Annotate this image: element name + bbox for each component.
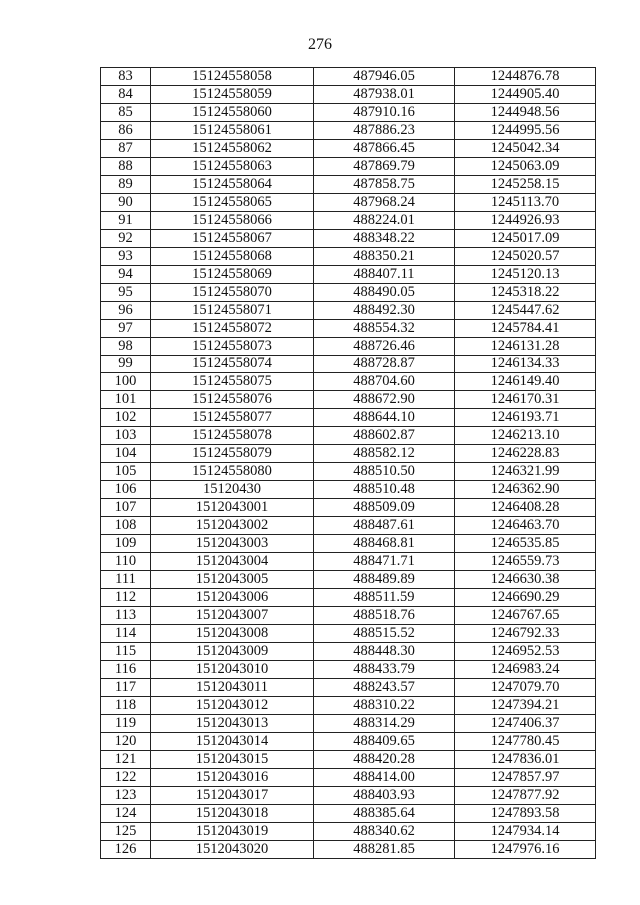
x-coordinate-cell: 488509.09 xyxy=(314,499,455,517)
point-id-cell: 15124558080 xyxy=(151,463,314,481)
y-coordinate-cell: 1246321.99 xyxy=(455,463,596,481)
x-coordinate-cell: 488728.87 xyxy=(314,355,455,373)
point-id-cell: 15124558064 xyxy=(151,175,314,193)
x-coordinate-cell: 488554.32 xyxy=(314,319,455,337)
row-index-cell: 107 xyxy=(101,499,151,517)
point-id-cell: 1512043006 xyxy=(151,589,314,607)
row-index-cell: 115 xyxy=(101,643,151,661)
table-row xyxy=(101,678,596,696)
x-coordinate-cell: 488350.21 xyxy=(314,247,455,265)
y-coordinate-cell: 1247394.21 xyxy=(455,696,596,714)
y-coordinate-cell: 1246193.71 xyxy=(455,409,596,427)
row-index-cell: 106 xyxy=(101,481,151,499)
x-coordinate-cell: 488407.11 xyxy=(314,265,455,283)
y-coordinate-cell: 1245020.57 xyxy=(455,247,596,265)
y-coordinate-cell: 1244905.40 xyxy=(455,85,596,103)
point-id-cell: 15124558079 xyxy=(151,445,314,463)
point-id-cell: 1512043005 xyxy=(151,571,314,589)
point-id-cell: 1512043009 xyxy=(151,643,314,661)
y-coordinate-cell: 1246362.90 xyxy=(455,481,596,499)
table-row xyxy=(101,319,596,337)
coordinate-table xyxy=(100,67,596,859)
table-row xyxy=(101,643,596,661)
table-row xyxy=(101,840,596,858)
x-coordinate-cell: 488511.59 xyxy=(314,589,455,607)
row-index-cell: 118 xyxy=(101,696,151,714)
table-row xyxy=(101,481,596,499)
x-coordinate-cell: 487910.16 xyxy=(314,103,455,121)
x-coordinate-cell: 487869.79 xyxy=(314,157,455,175)
table-row xyxy=(101,211,596,229)
y-coordinate-cell: 1244948.56 xyxy=(455,103,596,121)
x-coordinate-cell: 488518.76 xyxy=(314,607,455,625)
table-row xyxy=(101,660,596,678)
y-coordinate-cell: 1246134.33 xyxy=(455,355,596,373)
y-coordinate-cell: 1246408.28 xyxy=(455,499,596,517)
x-coordinate-cell: 488704.60 xyxy=(314,373,455,391)
row-index-cell: 84 xyxy=(101,85,151,103)
table-row xyxy=(101,427,596,445)
row-index-cell: 124 xyxy=(101,804,151,822)
row-index-cell: 103 xyxy=(101,427,151,445)
table-row xyxy=(101,499,596,517)
table-row xyxy=(101,804,596,822)
y-coordinate-cell: 1246983.24 xyxy=(455,660,596,678)
y-coordinate-cell: 1245447.62 xyxy=(455,301,596,319)
x-coordinate-cell: 488582.12 xyxy=(314,445,455,463)
point-id-cell: 15124558065 xyxy=(151,193,314,211)
point-id-cell: 1512043015 xyxy=(151,750,314,768)
row-index-cell: 125 xyxy=(101,822,151,840)
table-row xyxy=(101,768,596,786)
point-id-cell: 1512043008 xyxy=(151,625,314,643)
x-coordinate-cell: 488510.48 xyxy=(314,481,455,499)
point-id-cell: 15124558068 xyxy=(151,247,314,265)
point-id-cell: 1512043011 xyxy=(151,678,314,696)
y-coordinate-cell: 1246792.33 xyxy=(455,625,596,643)
x-coordinate-cell: 488243.57 xyxy=(314,678,455,696)
point-id-cell: 1512043018 xyxy=(151,804,314,822)
table-row xyxy=(101,391,596,409)
y-coordinate-cell: 1247079.70 xyxy=(455,678,596,696)
x-coordinate-cell: 488471.71 xyxy=(314,553,455,571)
point-id-cell: 1512043012 xyxy=(151,696,314,714)
table-row xyxy=(101,373,596,391)
point-id-cell: 1512043013 xyxy=(151,714,314,732)
y-coordinate-cell: 1246535.85 xyxy=(455,535,596,553)
row-index-cell: 120 xyxy=(101,732,151,750)
point-id-cell: 15124558074 xyxy=(151,355,314,373)
row-index-cell: 96 xyxy=(101,301,151,319)
table-row xyxy=(101,517,596,535)
y-coordinate-cell: 1247857.97 xyxy=(455,768,596,786)
row-index-cell: 114 xyxy=(101,625,151,643)
row-index-cell: 113 xyxy=(101,607,151,625)
point-id-cell: 1512043017 xyxy=(151,786,314,804)
y-coordinate-cell: 1246228.83 xyxy=(455,445,596,463)
y-coordinate-cell: 1244995.56 xyxy=(455,121,596,139)
x-coordinate-cell: 488420.28 xyxy=(314,750,455,768)
point-id-cell: 1512043016 xyxy=(151,768,314,786)
table-row xyxy=(101,822,596,840)
table-row xyxy=(101,696,596,714)
point-id-cell: 1512043004 xyxy=(151,553,314,571)
y-coordinate-cell: 1246463.70 xyxy=(455,517,596,535)
point-id-cell: 1512043007 xyxy=(151,607,314,625)
y-coordinate-cell: 1247836.01 xyxy=(455,750,596,768)
row-index-cell: 86 xyxy=(101,121,151,139)
x-coordinate-cell: 488515.52 xyxy=(314,625,455,643)
y-coordinate-cell: 1247406.37 xyxy=(455,714,596,732)
x-coordinate-cell: 488409.65 xyxy=(314,732,455,750)
row-index-cell: 83 xyxy=(101,68,151,86)
row-index-cell: 105 xyxy=(101,463,151,481)
table-row xyxy=(101,553,596,571)
table-row xyxy=(101,786,596,804)
row-index-cell: 95 xyxy=(101,283,151,301)
x-coordinate-cell: 488414.00 xyxy=(314,768,455,786)
row-index-cell: 122 xyxy=(101,768,151,786)
x-coordinate-cell: 488468.81 xyxy=(314,535,455,553)
row-index-cell: 104 xyxy=(101,445,151,463)
row-index-cell: 99 xyxy=(101,355,151,373)
point-id-cell: 1512043014 xyxy=(151,732,314,750)
table-row xyxy=(101,283,596,301)
point-id-cell: 15124558063 xyxy=(151,157,314,175)
x-coordinate-cell: 488433.79 xyxy=(314,660,455,678)
point-id-cell: 15124558071 xyxy=(151,301,314,319)
table-row xyxy=(101,265,596,283)
x-coordinate-cell: 488489.89 xyxy=(314,571,455,589)
y-coordinate-cell: 1246149.40 xyxy=(455,373,596,391)
x-coordinate-cell: 488644.10 xyxy=(314,409,455,427)
point-id-cell: 15124558069 xyxy=(151,265,314,283)
row-index-cell: 100 xyxy=(101,373,151,391)
x-coordinate-cell: 487886.23 xyxy=(314,121,455,139)
point-id-cell: 1512043019 xyxy=(151,822,314,840)
point-id-cell: 15124558058 xyxy=(151,68,314,86)
x-coordinate-cell: 488348.22 xyxy=(314,229,455,247)
y-coordinate-cell: 1245258.15 xyxy=(455,175,596,193)
point-id-cell: 15124558073 xyxy=(151,337,314,355)
point-id-cell: 1512043001 xyxy=(151,499,314,517)
point-id-cell: 15124558076 xyxy=(151,391,314,409)
y-coordinate-cell: 1244926.93 xyxy=(455,211,596,229)
point-id-cell: 15120430 xyxy=(151,481,314,499)
point-id-cell: 1512043002 xyxy=(151,517,314,535)
y-coordinate-cell: 1246559.73 xyxy=(455,553,596,571)
row-index-cell: 101 xyxy=(101,391,151,409)
x-coordinate-cell: 488340.62 xyxy=(314,822,455,840)
point-id-cell: 15124558060 xyxy=(151,103,314,121)
x-coordinate-cell: 488310.22 xyxy=(314,696,455,714)
row-index-cell: 111 xyxy=(101,571,151,589)
table-row xyxy=(101,175,596,193)
y-coordinate-cell: 1247893.58 xyxy=(455,804,596,822)
row-index-cell: 89 xyxy=(101,175,151,193)
y-coordinate-cell: 1247780.45 xyxy=(455,732,596,750)
x-coordinate-cell: 488448.30 xyxy=(314,643,455,661)
row-index-cell: 117 xyxy=(101,678,151,696)
point-id-cell: 1512043003 xyxy=(151,535,314,553)
x-coordinate-cell: 488492.30 xyxy=(314,301,455,319)
point-id-cell: 15124558078 xyxy=(151,427,314,445)
row-index-cell: 119 xyxy=(101,714,151,732)
row-index-cell: 108 xyxy=(101,517,151,535)
x-coordinate-cell: 488487.61 xyxy=(314,517,455,535)
table-row xyxy=(101,589,596,607)
y-coordinate-cell: 1246630.38 xyxy=(455,571,596,589)
row-index-cell: 93 xyxy=(101,247,151,265)
y-coordinate-cell: 1245318.22 xyxy=(455,283,596,301)
row-index-cell: 102 xyxy=(101,409,151,427)
row-index-cell: 123 xyxy=(101,786,151,804)
row-index-cell: 88 xyxy=(101,157,151,175)
x-coordinate-cell: 488281.85 xyxy=(314,840,455,858)
point-id-cell: 15124558067 xyxy=(151,229,314,247)
y-coordinate-cell: 1246690.29 xyxy=(455,589,596,607)
table-row xyxy=(101,247,596,265)
row-index-cell: 92 xyxy=(101,229,151,247)
table-row xyxy=(101,121,596,139)
y-coordinate-cell: 1246952.53 xyxy=(455,643,596,661)
point-id-cell: 1512043020 xyxy=(151,840,314,858)
point-id-cell: 15124558077 xyxy=(151,409,314,427)
row-index-cell: 85 xyxy=(101,103,151,121)
row-index-cell: 112 xyxy=(101,589,151,607)
x-coordinate-cell: 488314.29 xyxy=(314,714,455,732)
table-row xyxy=(101,229,596,247)
point-id-cell: 15124558066 xyxy=(151,211,314,229)
table-row xyxy=(101,193,596,211)
point-id-cell: 15124558075 xyxy=(151,373,314,391)
table-row xyxy=(101,139,596,157)
y-coordinate-cell: 1245017.09 xyxy=(455,229,596,247)
y-coordinate-cell: 1246213.10 xyxy=(455,427,596,445)
row-index-cell: 109 xyxy=(101,535,151,553)
row-index-cell: 110 xyxy=(101,553,151,571)
row-index-cell: 91 xyxy=(101,211,151,229)
y-coordinate-cell: 1245120.13 xyxy=(455,265,596,283)
table-row xyxy=(101,301,596,319)
row-index-cell: 126 xyxy=(101,840,151,858)
point-id-cell: 15124558062 xyxy=(151,139,314,157)
row-index-cell: 98 xyxy=(101,337,151,355)
x-coordinate-cell: 487968.24 xyxy=(314,193,455,211)
table-row xyxy=(101,463,596,481)
point-id-cell: 1512043010 xyxy=(151,660,314,678)
x-coordinate-cell: 488385.64 xyxy=(314,804,455,822)
x-coordinate-cell: 487866.45 xyxy=(314,139,455,157)
y-coordinate-cell: 1247877.92 xyxy=(455,786,596,804)
table-row xyxy=(101,337,596,355)
x-coordinate-cell: 488726.46 xyxy=(314,337,455,355)
x-coordinate-cell: 487946.05 xyxy=(314,68,455,86)
y-coordinate-cell: 1244876.78 xyxy=(455,68,596,86)
row-index-cell: 94 xyxy=(101,265,151,283)
row-index-cell: 121 xyxy=(101,750,151,768)
x-coordinate-cell: 488403.93 xyxy=(314,786,455,804)
y-coordinate-cell: 1245113.70 xyxy=(455,193,596,211)
point-id-cell: 15124558070 xyxy=(151,283,314,301)
table-row xyxy=(101,625,596,643)
point-id-cell: 15124558072 xyxy=(151,319,314,337)
table-row xyxy=(101,103,596,121)
y-coordinate-cell: 1246170.31 xyxy=(455,391,596,409)
x-coordinate-cell: 488602.87 xyxy=(314,427,455,445)
x-coordinate-cell: 488224.01 xyxy=(314,211,455,229)
x-coordinate-cell: 487938.01 xyxy=(314,85,455,103)
row-index-cell: 97 xyxy=(101,319,151,337)
table-row xyxy=(101,85,596,103)
row-index-cell: 87 xyxy=(101,139,151,157)
y-coordinate-cell: 1245042.34 xyxy=(455,139,596,157)
table-row xyxy=(101,607,596,625)
table-row xyxy=(101,535,596,553)
y-coordinate-cell: 1245784.41 xyxy=(455,319,596,337)
page-number: 276 xyxy=(308,36,332,53)
table-row xyxy=(101,157,596,175)
point-id-cell: 15124558059 xyxy=(151,85,314,103)
point-id-cell: 15124558061 xyxy=(151,121,314,139)
table-row xyxy=(101,571,596,589)
x-coordinate-cell: 487858.75 xyxy=(314,175,455,193)
y-coordinate-cell: 1247934.14 xyxy=(455,822,596,840)
table-row xyxy=(101,355,596,373)
table-row xyxy=(101,714,596,732)
x-coordinate-cell: 488490.05 xyxy=(314,283,455,301)
x-coordinate-cell: 488510.50 xyxy=(314,463,455,481)
table-row xyxy=(101,445,596,463)
table-row xyxy=(101,750,596,768)
y-coordinate-cell: 1245063.09 xyxy=(455,157,596,175)
table-row xyxy=(101,732,596,750)
row-index-cell: 90 xyxy=(101,193,151,211)
y-coordinate-cell: 1246131.28 xyxy=(455,337,596,355)
table-row xyxy=(101,68,596,86)
x-coordinate-cell: 488672.90 xyxy=(314,391,455,409)
y-coordinate-cell: 1247976.16 xyxy=(455,840,596,858)
table-row xyxy=(101,409,596,427)
row-index-cell: 116 xyxy=(101,660,151,678)
y-coordinate-cell: 1246767.65 xyxy=(455,607,596,625)
